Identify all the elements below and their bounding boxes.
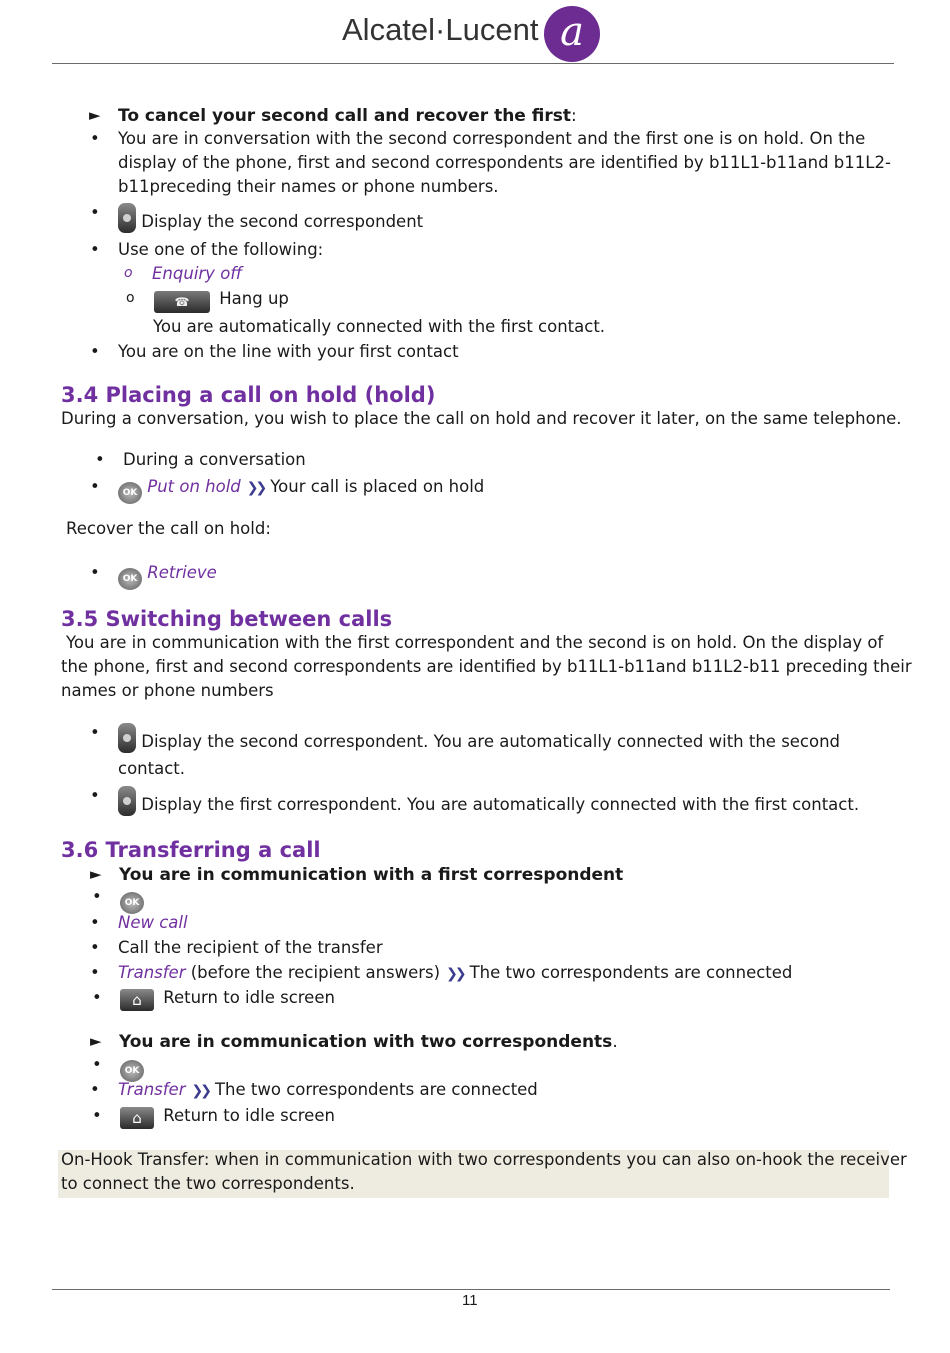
hang-up-key-icon: ☎	[154, 291, 210, 313]
section-3-4-intro: During a conversation, you wish to place the call on hold and recover it later, on the same telephone.	[61, 409, 902, 428]
list-item-ok-2	[120, 1055, 144, 1082]
header-rule	[52, 63, 894, 64]
list-item-transfer-2	[118, 1080, 538, 1099]
display-second-switch-cont: contact.	[118, 759, 185, 778]
cancel-title-suffix: :	[570, 106, 577, 126]
list-item-transfer-1	[118, 963, 792, 982]
brand-name: Alcatel·Lucent	[342, 12, 539, 47]
logo-icon	[544, 6, 600, 62]
list-item-return-idle-2	[120, 1106, 335, 1129]
hang-up-label: Hang up	[219, 289, 289, 308]
page-number: 11	[462, 1292, 478, 1309]
home-key-icon: ⌂	[120, 1107, 154, 1129]
cancel-paragraph-line3: b11preceding their names or phone numbers.	[118, 177, 499, 196]
double-chevron-icon: ❯❯	[191, 1083, 209, 1099]
list-item-display-second-switch	[118, 723, 840, 753]
subheading-first-correspondent: ► You are in communication with a first correspondent	[119, 865, 623, 885]
double-chevron-icon: ❯❯	[246, 480, 265, 496]
before-answers-text: (before the recipient answers)	[190, 963, 441, 982]
cancel-title-text: To cancel your second call and recover the first	[118, 106, 571, 126]
ok-key-icon: OK	[118, 482, 142, 504]
enquiry-off-option: o Enquiry off	[152, 264, 242, 283]
section-3-5-line3: names or phone numbers	[61, 681, 274, 700]
list-item-ok-1	[120, 887, 144, 914]
sub2-suffix: .	[612, 1032, 618, 1052]
connected-text: The two correspondents are connected	[469, 963, 793, 982]
return-idle-text: Return to idle screen	[163, 1106, 335, 1125]
sub2-text: You are in communication with two correspondents	[119, 1032, 613, 1052]
section-3-5-line1: You are in communication with the first correspondent and the second is on hold. On the display of	[66, 633, 884, 652]
list-item-return-idle-1	[120, 988, 335, 1011]
section-heading-3-4: 3.4 Placing a call on hold (hold)	[61, 383, 436, 407]
navigator-key-icon	[118, 723, 136, 753]
retrieve-label: Retrieve	[147, 563, 217, 582]
navigator-key-icon	[118, 203, 136, 233]
display-second-switch-text: Display the second correspondent. You are automatically connected with the second	[141, 732, 841, 751]
ok-key-icon: OK	[120, 1060, 144, 1082]
put-on-hold-label: Put on hold	[147, 477, 241, 496]
list-item-use-following: • Use one of the following:	[118, 240, 323, 259]
list-item-new-call: • New call	[118, 913, 188, 932]
return-idle-text: Return to idle screen	[163, 988, 335, 1007]
list-item-during-conversation: • During a conversation	[123, 450, 306, 469]
home-key-icon: ⌂	[120, 989, 154, 1011]
cancel-paragraph-line1: • You are in conversation with the second correspondent and the first one is on hold. On the	[118, 129, 865, 148]
list-item-on-line: • You are on the line with your first contact	[118, 342, 459, 361]
list-item-call-recipient: • Call the recipient of the transfer	[118, 938, 383, 957]
subheading-two-correspondents	[119, 1032, 618, 1052]
note-line1: On-Hook Transfer: when in communication with two correspondents you can also on-hook the receiver	[61, 1150, 907, 1169]
list-item-retrieve	[118, 563, 217, 590]
cancel-paragraph-line2: display of the phone, first and second correspondents are identified by b11L1-b11and b11L2-	[118, 153, 891, 172]
list-item-display-second	[118, 203, 423, 233]
display-first-switch-text: Display the first correspondent. You are automatically connected with the first contact.	[141, 795, 860, 814]
double-chevron-icon: ❯❯	[446, 966, 464, 982]
transfer-label: Transfer	[118, 963, 186, 982]
note-line2: to connect the two correspondents.	[61, 1174, 355, 1193]
display-second-label: Display the second correspondent	[141, 212, 424, 231]
list-item-put-on-hold	[118, 477, 484, 504]
ok-key-icon: OK	[120, 892, 144, 914]
transfer-label: Transfer	[118, 1080, 186, 1099]
connected-text: The two correspondents are connected	[214, 1080, 538, 1099]
recover-call-label: Recover the call on hold:	[66, 519, 271, 538]
placed-on-hold-text: Your call is placed on hold	[270, 477, 485, 496]
section-heading-3-5: 3.5 Switching between calls	[61, 607, 393, 631]
navigator-key-icon	[118, 786, 136, 816]
hang-up-option	[154, 289, 289, 313]
footer-rule	[52, 1289, 890, 1290]
logo-letter: a	[560, 9, 584, 55]
list-item-display-first-switch	[118, 786, 859, 816]
section-heading-3-6: 3.6 Transferring a call	[61, 838, 321, 862]
cancel-title	[118, 106, 577, 126]
ok-key-icon: OK	[118, 568, 142, 590]
auto-connected-first: You are automatically connected with the first contact.	[153, 317, 606, 336]
section-3-5-line2: the phone, first and second correspondents are identified by b11L1-b11and b11L2-b11 preceding their	[61, 657, 912, 676]
